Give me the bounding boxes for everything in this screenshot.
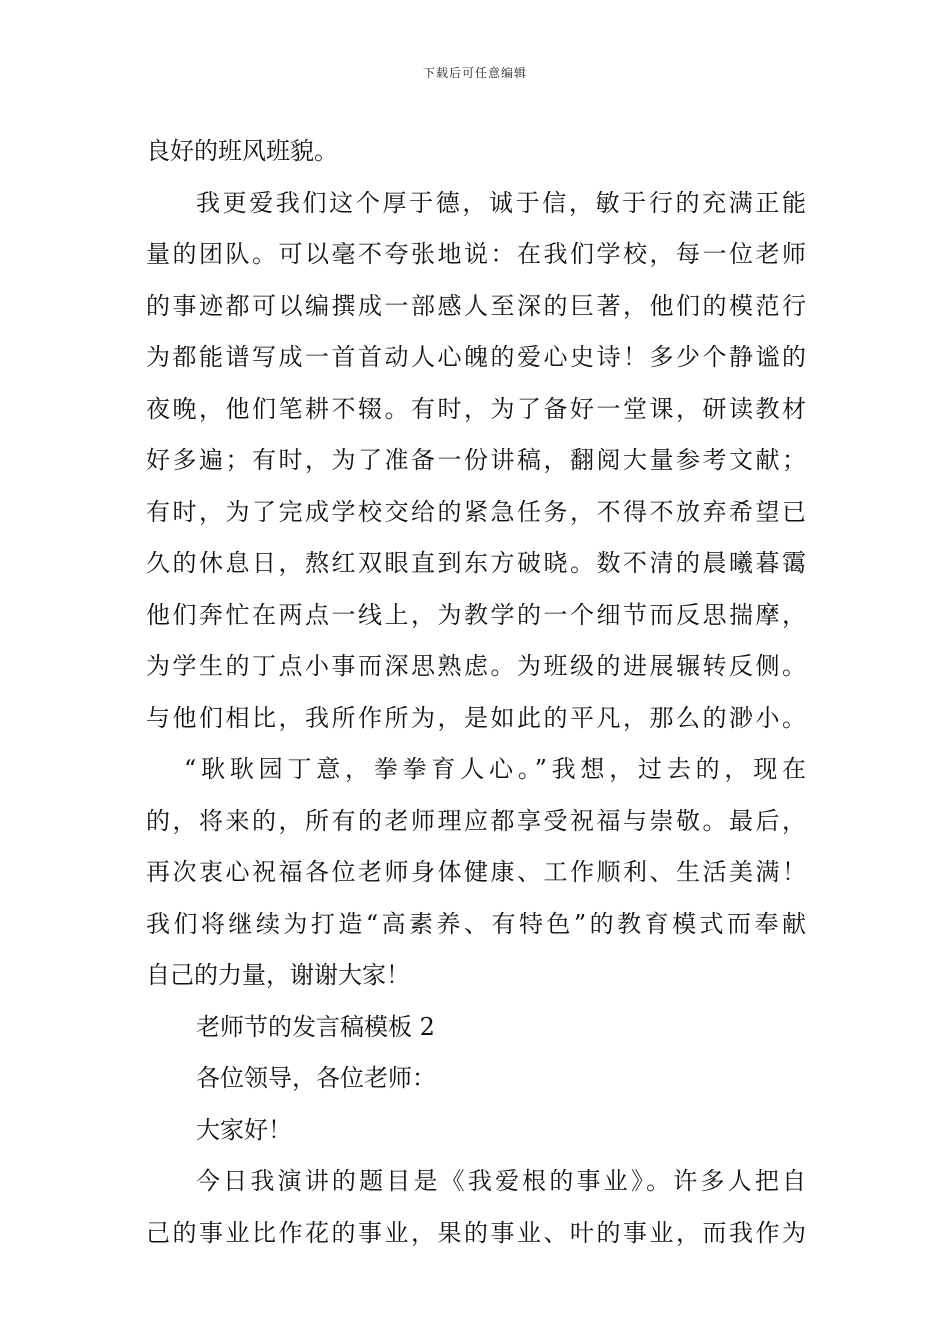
text-line: 己的事业比作花的事业，果的事业、叶的事业，而我作为 [146, 1218, 806, 1247]
text-line: 有时，为了完成学校交给的紧急任务，不得不放弃希望已 [146, 497, 806, 526]
text-line: 为学生的丁点小事而深思熟虑。为班级的进展辗转反侧。 [146, 652, 806, 680]
text-line: 好多遍；有时，为了准备一份讲稿，翻阅大量参考文献； [146, 446, 806, 474]
text-line: 再次衷心祝福各位老师身体健康、工作顺利、生活美满！ [146, 858, 806, 886]
text-line: 与他们相比，我所作所为，是如此的平凡，那么的渺小。 [146, 703, 806, 732]
text-line: 今日我演讲的题目是《我爱根的事业》。许多人把自 [196, 1167, 806, 1195]
section-title: 老师节的发言稿模板 2 [196, 1012, 435, 1041]
text-line: 我更爱我们这个厚于德，诚于信，敏于行的充满正能 [196, 188, 806, 217]
text-line: 良好的班风班貌。 [146, 137, 338, 165]
text-line: 的，将来的，所有的老师理应都享受祝福与崇敬。最后， [146, 806, 806, 835]
text-line: 大家好！ [196, 1115, 292, 1144]
document-body [146, 126, 806, 1259]
text-line: 夜晚，他们笔耕不辍。有时，为了备好一堂课，研读教材 [146, 394, 806, 423]
text-line: 各位领导，各位老师： [196, 1064, 436, 1092]
text-line: 的事迹都可以编撰成一部感人至深的巨著，他们的模范行 [146, 291, 806, 320]
text-line: 自己的力量，谢谢大家！ [146, 961, 410, 989]
text-line: 久的休息日，熬红双眼直到东方破晓。数不清的晨曦暮霭 [146, 549, 806, 577]
text-line: 为都能谱写成一首首动人心魄的爱心史诗！多少个静谧的 [146, 343, 806, 371]
text-line: 我们将继续为打造“高素养、有特色”的教育模式而奉献 [146, 909, 806, 938]
text-line: 他们奔忙在两点一线上，为教学的一个细节而反思揣摩， [146, 600, 806, 629]
text-line: “耿耿园丁意，拳拳育人心。”我想，过去的，现在 [184, 755, 806, 783]
text-line: 量的团队。可以毫不夸张地说：在我们学校，每一位老师 [146, 240, 806, 268]
page-header: 下载后可任意编辑 [422, 66, 527, 80]
